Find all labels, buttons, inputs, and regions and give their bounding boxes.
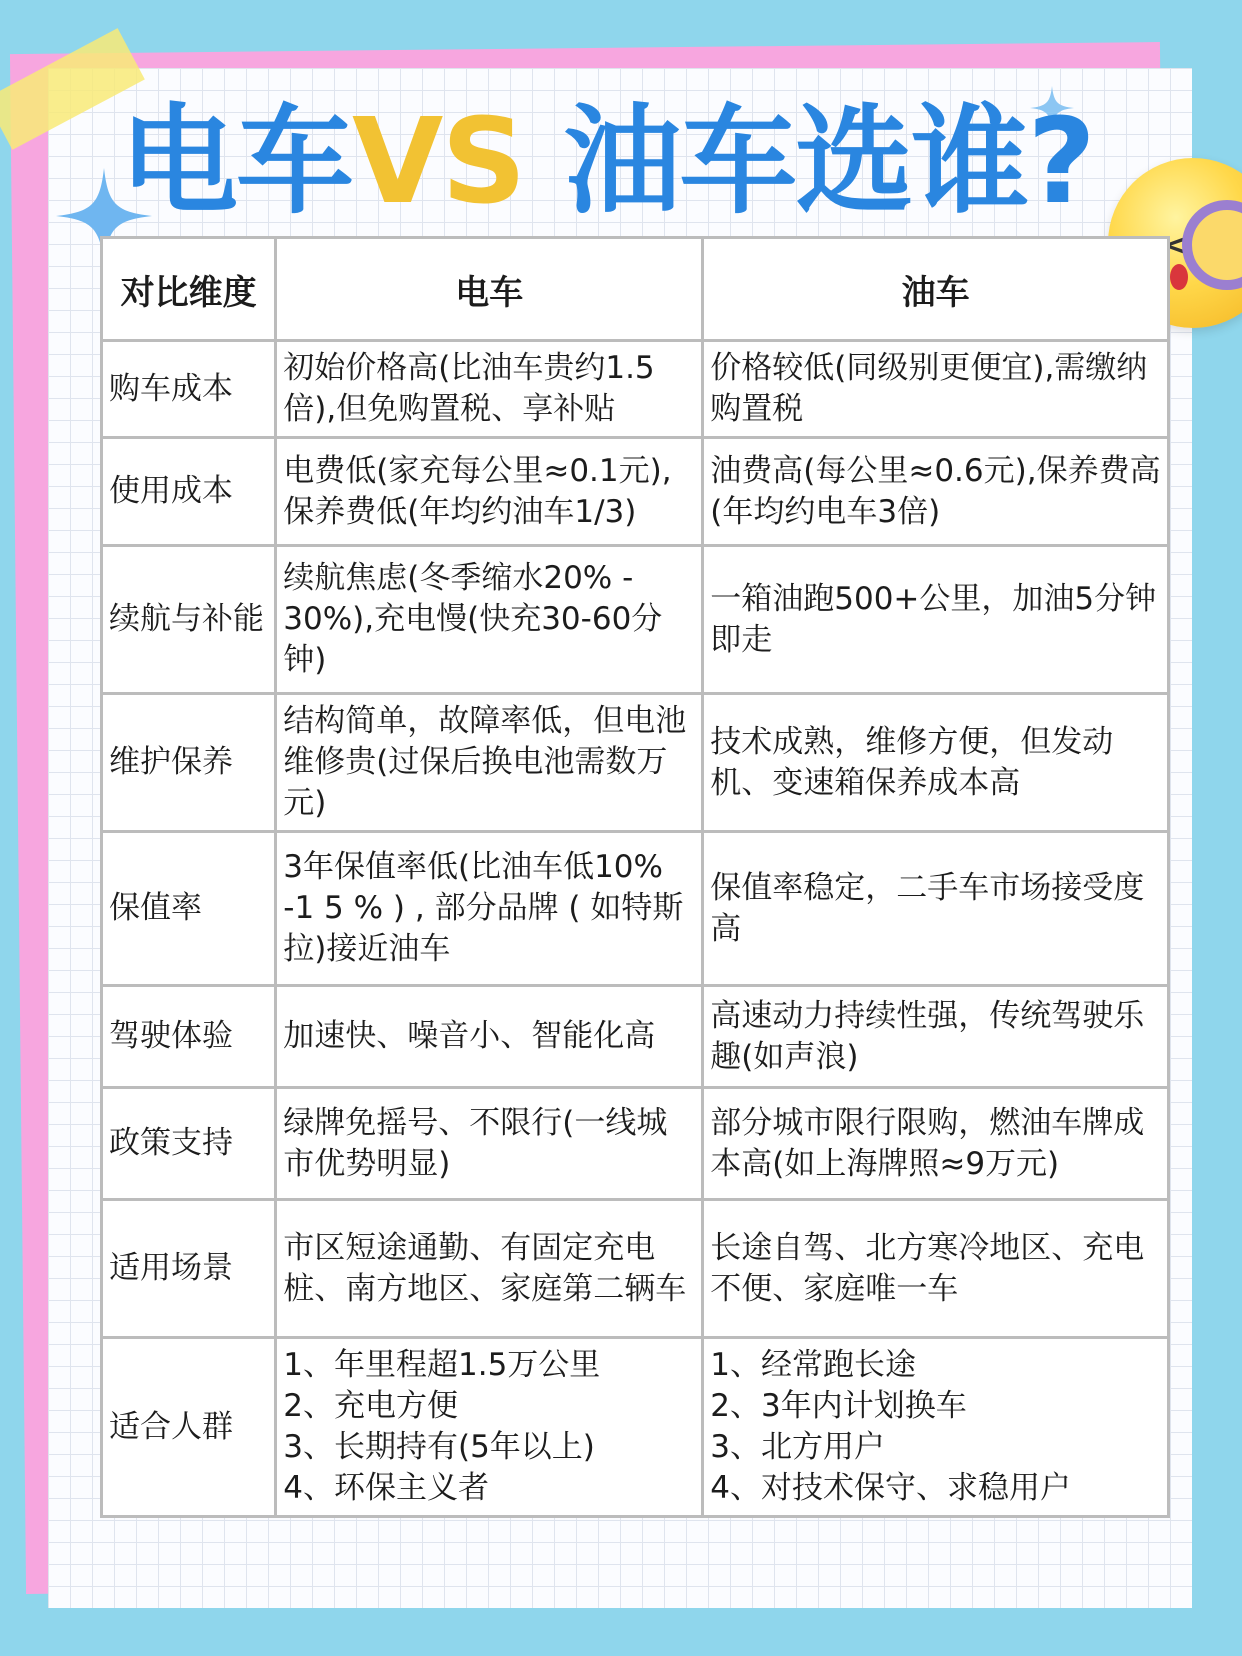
title-vs: VS [352,92,525,230]
row-gas: 一箱油跑500+公里，加油5分钟即走 [703,546,1169,694]
row-gas: 油费高(每公里≈0.6元),保养费高(年均约电车3倍) [703,438,1169,546]
row-gas: 部分城市限行限购，燃油车牌成本高(如上海牌照≈9万元) [703,1088,1169,1200]
row-gas: 保值率稳定，二手车市场接受度高 [703,832,1169,986]
row-dimension: 适合人群 [102,1338,276,1517]
list-item: 4、环保主义者 [283,1470,489,1506]
row-ev: 市区短途通勤、有固定充电桩、南方地区、家庭第二辆车 [276,1200,703,1338]
list-item: 2、3年内计划换车 [710,1388,967,1424]
page-title [120,92,1120,230]
row-ev: 绿牌免摇号、不限行(一线城市优势明显) [276,1088,703,1200]
header-gas: 油车 [703,238,1169,341]
header-dimension: 对比维度 [102,238,276,341]
row-dimension: 使用成本 [102,438,276,546]
row-gas: 价格较低(同级别更便宜),需缴纳购置税 [703,341,1169,438]
row-gas: 技术成熟，维修方便，但发动机、变速箱保养成本高 [703,694,1169,832]
table-row [102,694,1169,832]
row-ev: 初始价格高(比油车贵约1.5倍),但免购置税、享补贴 [276,341,703,438]
title-ev: 电车 [120,92,353,230]
table-row [102,1200,1169,1338]
row-dimension: 驾驶体验 [102,986,276,1088]
row-gas: 高速动力持续性强，传统驾驶乐趣(如声浪) [703,986,1169,1088]
row-gas: 长途自驾、北方寒冷地区、充电不便、家庭唯一车 [703,1200,1169,1338]
row-ev: 加速快、噪音小、智能化高 [276,986,703,1088]
list-item: 1、年里程超1.5万公里 [283,1347,601,1383]
row-ev: 续航焦虑(冬季缩水20% - 30%),充电慢(快充30-60分钟) [276,546,703,694]
table-row [102,832,1169,986]
row-ev [276,1338,703,1517]
table-row [102,986,1169,1088]
table-row [102,1338,1169,1517]
row-ev: 电费低(家充每公里≈0.1元),保养费低(年均约油车1/3) [276,438,703,546]
table-row [102,1088,1169,1200]
row-ev: 结构简单，故障率低，但电池维修贵(过保后换电池需数万元) [276,694,703,832]
table-row [102,546,1169,694]
list-item: 3、北方用户 [710,1429,885,1465]
row-dimension: 保值率 [102,832,276,986]
header-ev: 电车 [276,238,703,341]
row-dimension: 维护保养 [102,694,276,832]
mouth-icon [1170,264,1188,290]
comparison-table [100,236,1170,1518]
row-dimension: 购车成本 [102,341,276,438]
list-item: 3、长期持有(5年以上) [283,1429,595,1465]
list-item: 4、对技术保守、求稳用户 [710,1470,1071,1506]
list-item: 2、充电方便 [283,1388,458,1424]
magnifier-icon [1182,200,1242,290]
row-dimension: 续航与补能 [102,546,276,694]
row-gas [703,1338,1169,1517]
table-row [102,438,1169,546]
row-ev: 3年保值率低(比油车低10% -1 5 % ) , 部分品牌 ( 如特斯拉)接近油车 [276,832,703,986]
row-dimension: 适用场景 [102,1200,276,1338]
row-dimension: 政策支持 [102,1088,276,1200]
list-item: 1、经常跑长途 [710,1347,916,1383]
table-row [102,341,1169,438]
table-header-row [102,238,1169,341]
title-gas: 油车选谁? [524,92,1094,230]
